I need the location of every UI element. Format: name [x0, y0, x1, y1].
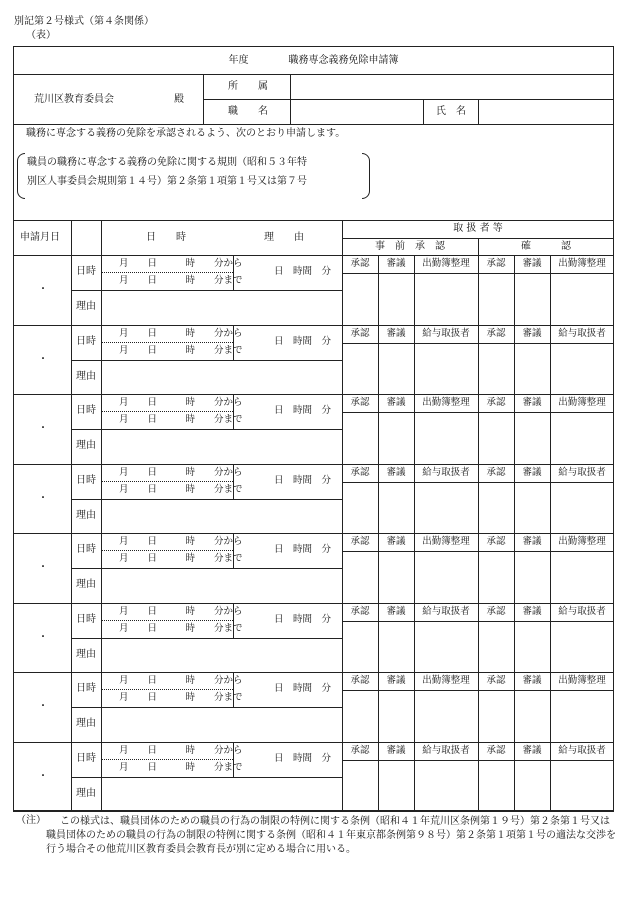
addressee: 荒川区教育委員会 — [34, 94, 114, 105]
row-label-divider — [101, 325, 102, 395]
row-mid-divider — [71, 499, 342, 500]
row-mid-divider — [71, 290, 342, 291]
row-divider — [13, 811, 614, 812]
attendance-label: 出勤簿整理 — [558, 397, 606, 408]
row-to-time[interactable]: 月 日 時 分まで — [119, 483, 243, 495]
payroll-handler-label: 給与取扱者 — [558, 605, 606, 617]
seal-box[interactable] — [552, 275, 612, 323]
seal-box[interactable] — [480, 623, 512, 671]
row-reason-label: 理由 — [76, 509, 96, 521]
row-datetime-label: 日時 — [76, 613, 96, 625]
payroll-handler-label: 給与取扱者 — [558, 466, 606, 478]
row-divider — [13, 603, 614, 604]
seal-box[interactable] — [516, 553, 548, 601]
row-reason-label: 理由 — [76, 718, 96, 729]
review-label: 審議 — [386, 744, 406, 756]
seal-box[interactable] — [480, 275, 512, 323]
review-label: 審議 — [386, 466, 406, 478]
seal-box[interactable] — [344, 762, 376, 810]
approve-label: 承認 — [350, 327, 370, 339]
approve-label: 承認 — [350, 536, 370, 547]
form-side-label: （表） — [26, 30, 56, 41]
row-duration[interactable]: 日 時間 分 — [274, 683, 332, 694]
row-from-time[interactable]: 月 日 時 分から — [119, 744, 243, 756]
review-label: 審議 — [386, 397, 406, 408]
row-mid-divider — [71, 429, 342, 430]
row-from-time[interactable]: 月 日 時 分から — [119, 397, 243, 408]
row-label-divider — [101, 603, 102, 673]
seal-box[interactable] — [480, 762, 512, 810]
row-time-dots — [101, 620, 233, 621]
seal-box[interactable] — [480, 484, 512, 532]
seal-box[interactable] — [552, 484, 612, 532]
row-date-dot: ・ — [38, 631, 48, 643]
seal-box[interactable] — [344, 414, 376, 462]
seal-box[interactable] — [416, 414, 476, 462]
approve-label: 承認 — [350, 258, 370, 269]
review-label: 審議 — [522, 744, 542, 756]
row-label-divider — [101, 394, 102, 464]
row-datetime-label: 日時 — [76, 266, 96, 277]
row-reason-field[interactable] — [108, 719, 338, 731]
row-handler-divider — [342, 760, 614, 761]
addressee-honorific: 殿 — [174, 94, 184, 105]
attendance-label: 出勤簿整理 — [558, 258, 606, 269]
col-header-reason: 理 由 — [264, 232, 304, 243]
seal-box[interactable] — [380, 275, 412, 323]
row-reason-label: 理由 — [76, 301, 96, 312]
row-reason-field[interactable] — [108, 441, 338, 453]
row-divider — [13, 672, 614, 673]
seal-box[interactable] — [516, 345, 548, 393]
seal-box[interactable] — [344, 484, 376, 532]
row-time-dots — [101, 550, 233, 551]
regulation-line-2: 別区人事委員会規則第１４号）第２条第１項第１号又は第７号 — [27, 176, 307, 187]
approve-label: 承認 — [350, 466, 370, 478]
regulation-bracket-left — [17, 153, 25, 199]
row-from-time[interactable]: 月 日 時 分から — [119, 258, 243, 269]
row-handler-divider — [342, 343, 614, 344]
row-divider — [13, 394, 614, 395]
col-header-date: 申請月日 — [20, 232, 60, 243]
seal-box[interactable] — [552, 414, 612, 462]
row-to-time[interactable]: 月 日 時 分まで — [119, 344, 243, 356]
row-divider — [13, 742, 614, 743]
seal-box[interactable] — [480, 692, 512, 740]
row-date-dot: ・ — [38, 770, 48, 782]
row-reason-label: 理由 — [76, 648, 96, 660]
row-from-time[interactable]: 月 日 時 分から — [119, 675, 243, 686]
seal-box[interactable] — [416, 553, 476, 601]
row-date-dot: ・ — [38, 562, 48, 573]
row-datetime-label: 日時 — [76, 474, 96, 486]
row-reason-field[interactable] — [108, 372, 338, 384]
row-reason-label: 理由 — [76, 370, 96, 382]
attendance-label: 出勤簿整理 — [422, 536, 470, 547]
review-label: 審議 — [386, 605, 406, 617]
row-date-dot: ・ — [38, 492, 48, 504]
approve-label: 承認 — [486, 605, 506, 617]
row-duration[interactable]: 日 時間 分 — [274, 544, 332, 555]
row-datetime-label: 日時 — [76, 683, 96, 694]
seal-box[interactable] — [416, 692, 476, 740]
note-label: （注） — [16, 815, 46, 826]
attendance-label: 出勤簿整理 — [558, 536, 606, 547]
row-to-time[interactable]: 月 日 時 分まで — [119, 761, 243, 773]
row-time-dots — [101, 411, 233, 412]
review-label: 審議 — [522, 397, 542, 408]
seal-box[interactable] — [516, 414, 548, 462]
review-label: 審議 — [386, 327, 406, 339]
row-label-divider — [101, 255, 102, 325]
review-label: 審議 — [386, 536, 406, 547]
row-reason-label: 理由 — [76, 787, 96, 799]
attendance-label: 出勤簿整理 — [422, 675, 470, 686]
row-handler-divider — [342, 273, 614, 274]
review-label: 審議 — [522, 605, 542, 617]
form-title: 年度 職務専念義務免除申請簿 — [228, 55, 399, 66]
col-header-datetime: 日 時 — [146, 232, 186, 243]
row-handler-divider — [342, 690, 614, 691]
seal-box[interactable] — [344, 345, 376, 393]
affiliation-label: 所 属 — [228, 81, 268, 92]
row-mid-divider — [71, 777, 342, 778]
approve-label: 承認 — [486, 466, 506, 478]
name-label: 氏 名 — [436, 106, 466, 117]
row-mid-divider — [71, 568, 342, 569]
row-to-time[interactable]: 月 日 時 分まで — [119, 414, 243, 425]
seal-box[interactable] — [380, 345, 412, 393]
row-to-time[interactable]: 月 日 時 分まで — [119, 275, 243, 286]
regulation-bracket-right — [362, 153, 370, 199]
row-mid-divider — [71, 360, 342, 361]
row-time-dots — [101, 481, 233, 482]
row-label-divider — [101, 742, 102, 812]
seal-box[interactable] — [380, 553, 412, 601]
row-handler-divider — [342, 412, 614, 413]
row-from-time[interactable]: 月 日 時 分から — [119, 605, 243, 617]
row-label-divider — [101, 533, 102, 603]
approve-label: 承認 — [486, 397, 506, 408]
row-to-time[interactable]: 月 日 時 分まで — [119, 553, 243, 564]
position-label: 職 名 — [228, 106, 268, 117]
seal-box[interactable] — [416, 623, 476, 671]
col-header-handlers: 取 扱 者 等 — [453, 223, 503, 234]
request-statement: 職務に専念する義務の免除を承認されるよう、次のとおり申請します。 — [26, 128, 346, 139]
row-reason-field[interactable] — [108, 650, 338, 662]
attendance-label: 出勤簿整理 — [422, 258, 470, 269]
row-reason-label: 理由 — [76, 579, 96, 590]
regulation-line-1: 職員の職務に専念する義務の免除に関する規則（昭和５３年特 — [27, 157, 307, 168]
seal-box[interactable] — [552, 553, 612, 601]
row-duration[interactable]: 日 時間 分 — [274, 474, 332, 486]
review-label: 審議 — [522, 675, 542, 686]
seal-box[interactable] — [516, 275, 548, 323]
row-label-divider — [101, 464, 102, 534]
seal-box[interactable] — [344, 275, 376, 323]
row-handler-divider — [342, 482, 614, 483]
review-label: 審議 — [522, 536, 542, 547]
payroll-handler-label: 給与取扱者 — [558, 327, 606, 339]
col-header-confirmation: 確 認 — [521, 241, 571, 252]
row-handler-divider — [342, 621, 614, 622]
row-date-dot: ・ — [38, 284, 48, 295]
seal-box[interactable] — [380, 623, 412, 671]
row-divider — [13, 325, 614, 326]
row-divider — [13, 533, 614, 534]
row-label-divider — [101, 672, 102, 742]
seal-box[interactable] — [380, 692, 412, 740]
row-time-dots — [101, 272, 233, 273]
row-datetime-label: 日時 — [76, 335, 96, 347]
review-label: 審議 — [522, 327, 542, 339]
seal-box[interactable] — [380, 414, 412, 462]
row-date-dot: ・ — [38, 423, 48, 434]
row-duration[interactable]: 日 時間 分 — [274, 752, 332, 764]
seal-box[interactable] — [344, 692, 376, 740]
seal-box[interactable] — [516, 762, 548, 810]
row-duration[interactable]: 日 時間 分 — [274, 613, 332, 625]
seal-box[interactable] — [516, 623, 548, 671]
row-mid-divider — [71, 707, 342, 708]
approve-label: 承認 — [486, 744, 506, 756]
attendance-label: 出勤簿整理 — [422, 397, 470, 408]
approve-label: 承認 — [486, 675, 506, 686]
row-reason-field[interactable] — [108, 302, 338, 314]
row-time-dots — [101, 342, 233, 343]
note-text: この様式は、職員団体のための職員の行為の制限の特例に関する条例（昭和４１年荒川区条例第１９号）第２条第１号又は職員団体のための職員の行為の制限の特例に関する条例（昭和４１年東京都条例第９８号）第２条第１項第１号の適法な交渉を行う場合その他荒川区教育委員会教育長が別に定める場合に用いる。 — [46, 816, 616, 855]
row-reason-field[interactable] — [108, 580, 338, 592]
seal-box[interactable] — [344, 623, 376, 671]
review-label: 審議 — [386, 258, 406, 269]
approve-label: 承認 — [350, 675, 370, 686]
review-label: 審議 — [522, 466, 542, 478]
payroll-handler-label: 給与取扱者 — [422, 466, 470, 478]
row-to-time[interactable]: 月 日 時 分まで — [119, 622, 243, 634]
seal-box[interactable] — [516, 484, 548, 532]
seal-box[interactable] — [516, 692, 548, 740]
seal-box[interactable] — [416, 345, 476, 393]
row-divider — [13, 464, 614, 465]
seal-box[interactable] — [552, 345, 612, 393]
form-reference: 別記第２号様式（第４条関係） — [14, 16, 154, 27]
approve-label: 承認 — [350, 605, 370, 617]
seal-box[interactable] — [380, 484, 412, 532]
attendance-label: 出勤簿整理 — [558, 675, 606, 686]
seal-box[interactable] — [552, 692, 612, 740]
row-handler-divider — [342, 551, 614, 552]
seal-box[interactable] — [380, 762, 412, 810]
seal-box[interactable] — [416, 275, 476, 323]
payroll-handler-label: 給与取扱者 — [422, 744, 470, 756]
seal-box[interactable] — [480, 345, 512, 393]
row-reason-field[interactable] — [108, 789, 338, 801]
row-from-time[interactable]: 月 日 時 分から — [119, 327, 243, 339]
row-date-dot: ・ — [38, 353, 48, 365]
row-reason-label: 理由 — [76, 440, 96, 451]
approve-label: 承認 — [486, 327, 506, 339]
payroll-handler-label: 給与取扱者 — [422, 605, 470, 617]
seal-box[interactable] — [416, 762, 476, 810]
seal-box[interactable] — [552, 623, 612, 671]
row-duration[interactable]: 日 時間 分 — [274, 266, 332, 277]
payroll-handler-label: 給与取扱者 — [422, 327, 470, 339]
row-reason-field[interactable] — [108, 511, 338, 523]
row-date-dot: ・ — [38, 701, 48, 712]
approve-label: 承認 — [350, 744, 370, 756]
row-time-dots — [101, 759, 233, 760]
row-time-dots — [101, 689, 233, 690]
approve-label: 承認 — [486, 258, 506, 269]
approve-label: 承認 — [486, 536, 506, 547]
row-duration[interactable]: 日 時間 分 — [274, 405, 332, 416]
payroll-handler-label: 給与取扱者 — [558, 744, 606, 756]
col-header-prior-approval: 事 前 承 認 — [375, 241, 445, 252]
row-datetime-label: 日時 — [76, 544, 96, 555]
row-datetime-label: 日時 — [76, 405, 96, 416]
row-to-time[interactable]: 月 日 時 分まで — [119, 692, 243, 703]
row-mid-divider — [71, 638, 342, 639]
row-duration[interactable]: 日 時間 分 — [274, 335, 332, 347]
seal-box[interactable] — [416, 484, 476, 532]
row-from-time[interactable]: 月 日 時 分から — [119, 466, 243, 478]
review-label: 審議 — [522, 258, 542, 269]
seal-box[interactable] — [480, 553, 512, 601]
seal-box[interactable] — [480, 414, 512, 462]
seal-box[interactable] — [552, 762, 612, 810]
row-from-time[interactable]: 月 日 時 分から — [119, 536, 243, 547]
approve-label: 承認 — [350, 397, 370, 408]
row-datetime-label: 日時 — [76, 752, 96, 764]
review-label: 審議 — [386, 675, 406, 686]
seal-box[interactable] — [344, 553, 376, 601]
